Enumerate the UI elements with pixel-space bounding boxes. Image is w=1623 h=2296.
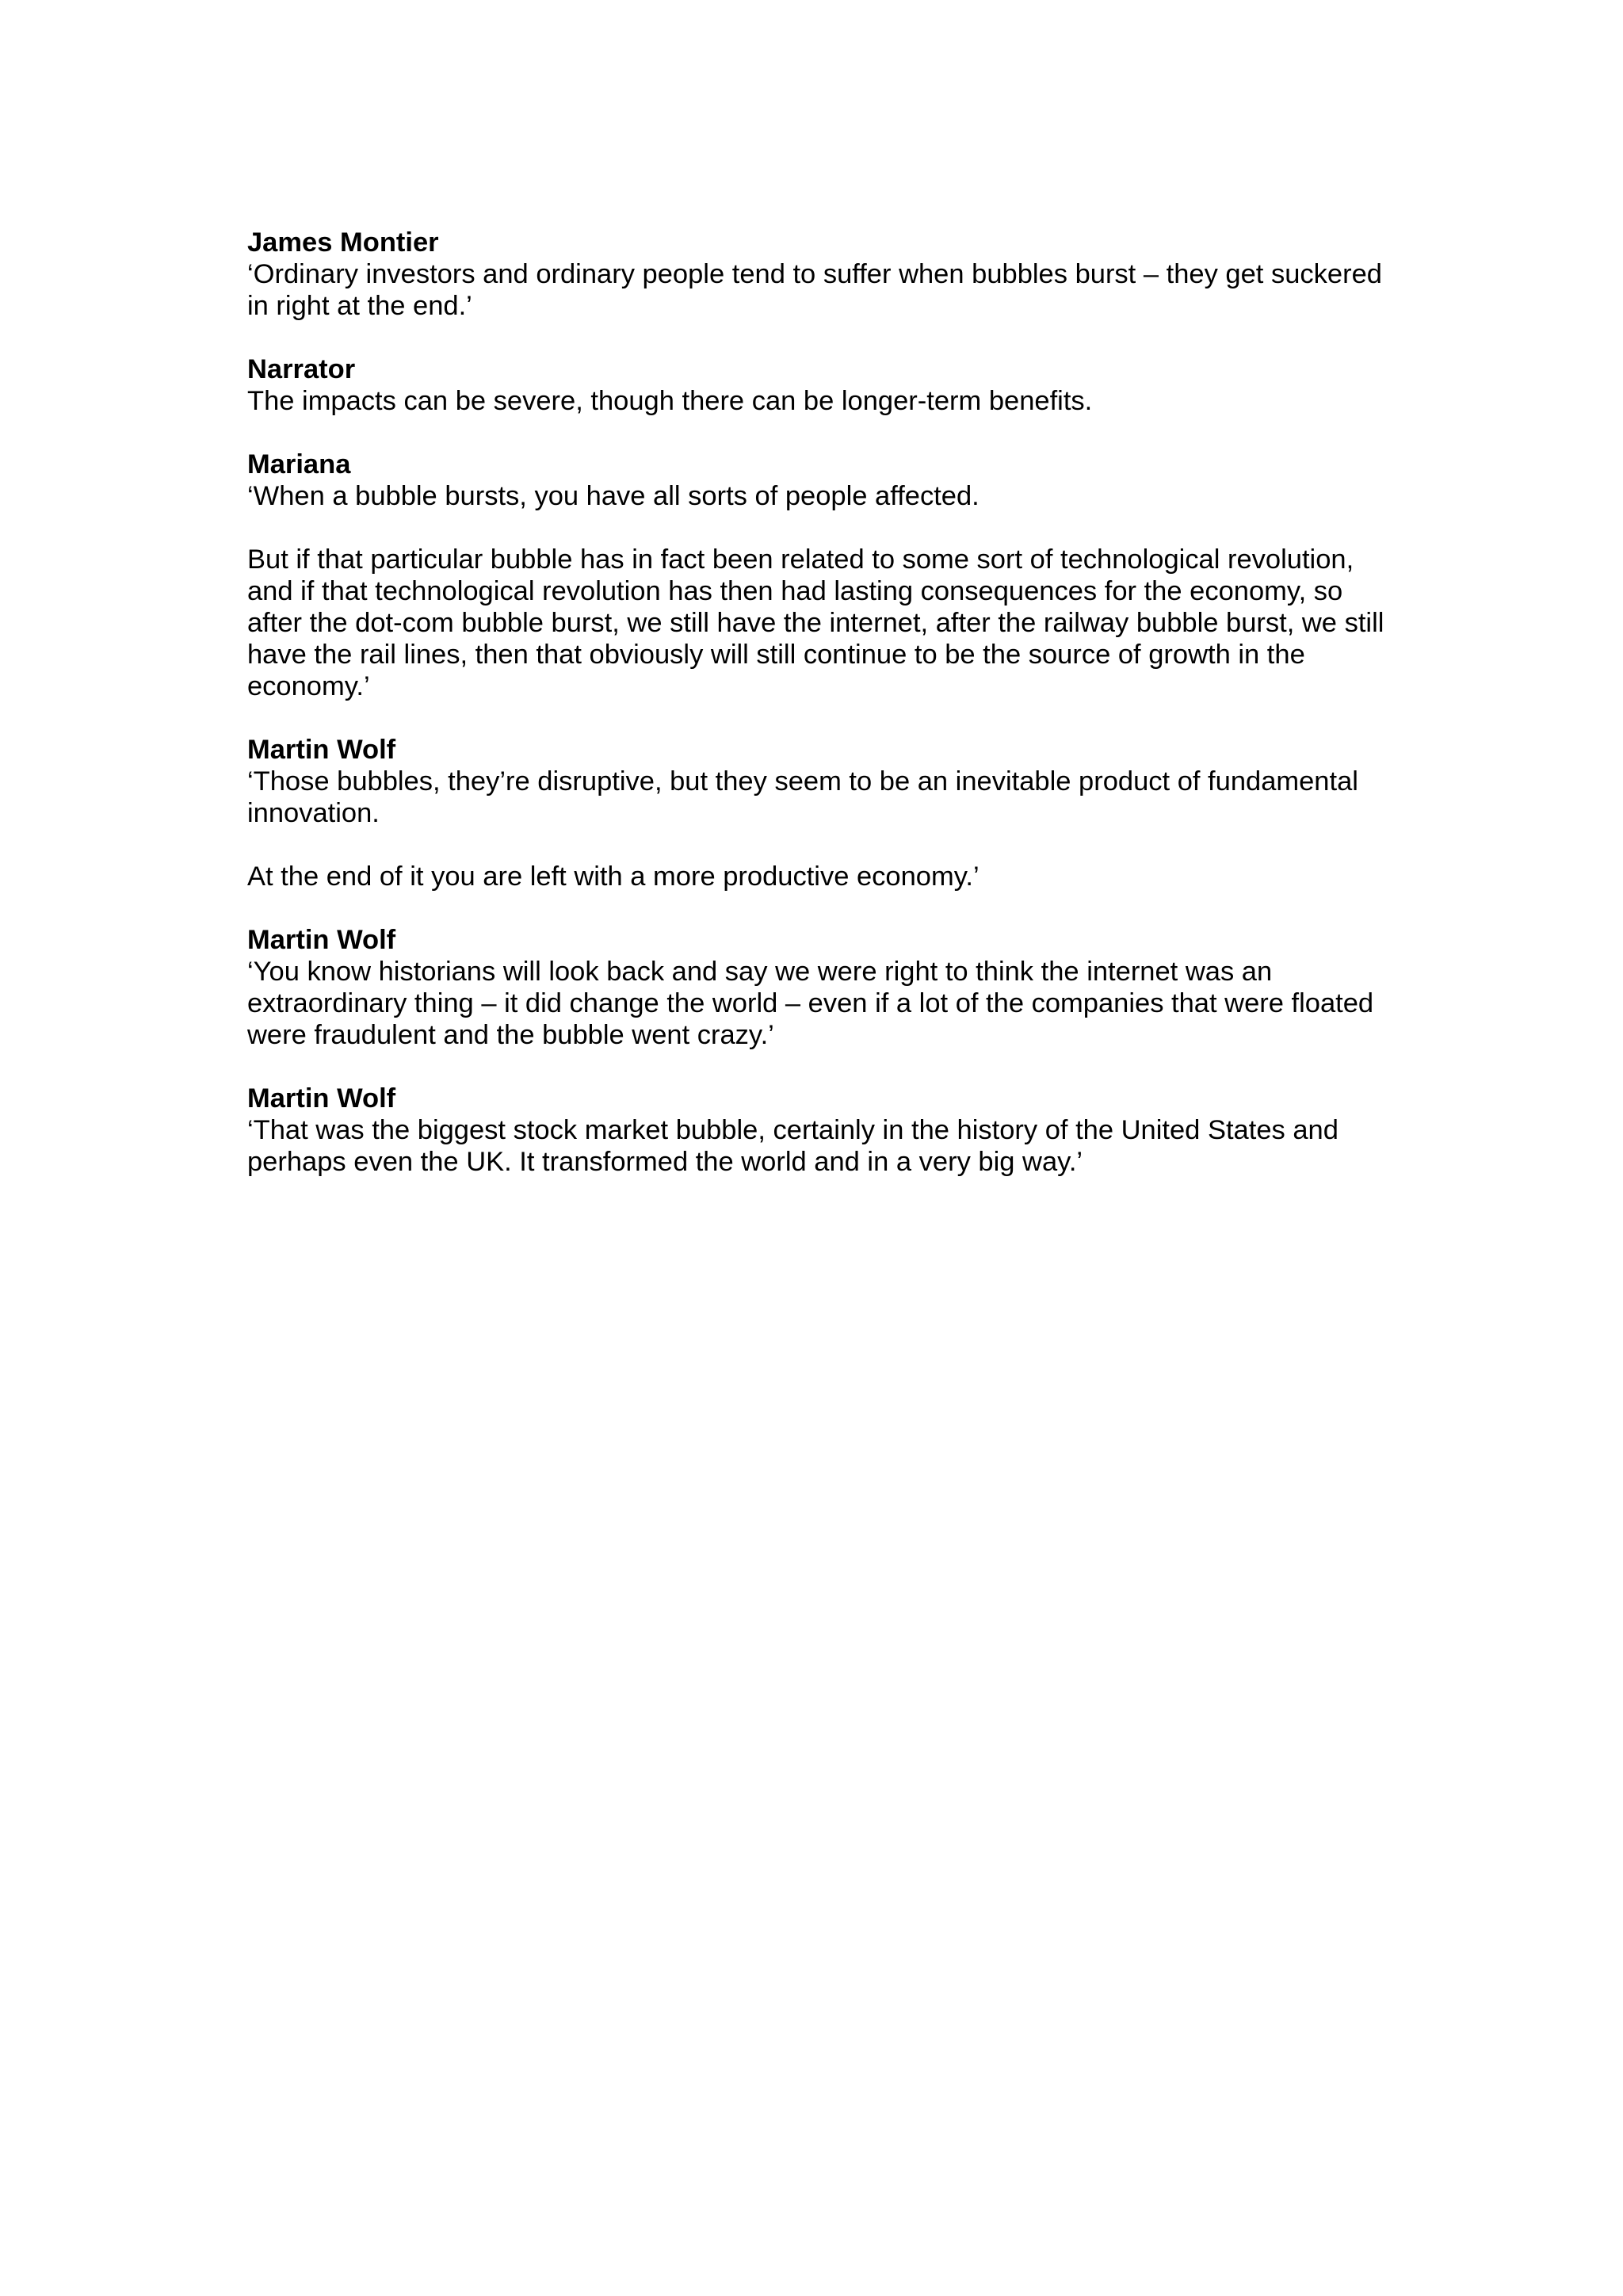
transcript-entry (247, 353, 1404, 417)
quote-paragraph: At the end of it you are left with a more productive economy.’ (247, 861, 980, 892)
speaker-name: Narrator (247, 354, 356, 384)
quote-paragraph: But if that particular bubble has in fact been related to some sort of technological revolution, and if that technological revolution has then had lasting consequences for the economy, so after the dot-com bubble burst, we still have the internet, after the railway bubble burst, we still have the rail lines, then that obviously will still continue to be the source of growth in the economy.’ (247, 544, 1384, 701)
transcript-entry (247, 449, 1404, 702)
quote-paragraph: ‘That was the biggest stock market bubble, certainly in the history of the United States and perhaps even the UK. It transformed the world and in a very big way.’ (247, 1115, 1338, 1177)
speaker-name: Martin Wolf (247, 925, 396, 955)
speaker-name: Mariana (247, 449, 351, 479)
quote-paragraph: ‘You know historians will look back and say we were right to think the internet was an extraordinary thing – it did change the world – even if a lot of the companies that were floated were fraudulent and the bubble went crazy.’ (247, 957, 1374, 1050)
speaker-name: Martin Wolf (247, 1083, 396, 1114)
speaker-name: James Montier (247, 227, 439, 258)
quote-paragraph: ‘Those bubbles, they’re disruptive, but they seem to be an inevitable product of fundamental innovation. (247, 766, 1358, 828)
transcript-entry (247, 734, 1404, 892)
transcript-entry (247, 1083, 1404, 1178)
transcript-entry (247, 924, 1404, 1051)
quote-paragraph: ‘Ordinary investors and ordinary people tend to suffer when bubbles burst – they get suckered in right at the end.’ (247, 259, 1382, 321)
transcript-entry (247, 227, 1404, 322)
quote-paragraph: The impacts can be severe, though there can be longer-term benefits. (247, 386, 1093, 416)
quote-paragraph: ‘When a bubble bursts, you have all sorts of people affected. (247, 481, 980, 511)
speaker-name: Martin Wolf (247, 735, 396, 765)
transcript-page (247, 227, 1404, 1209)
